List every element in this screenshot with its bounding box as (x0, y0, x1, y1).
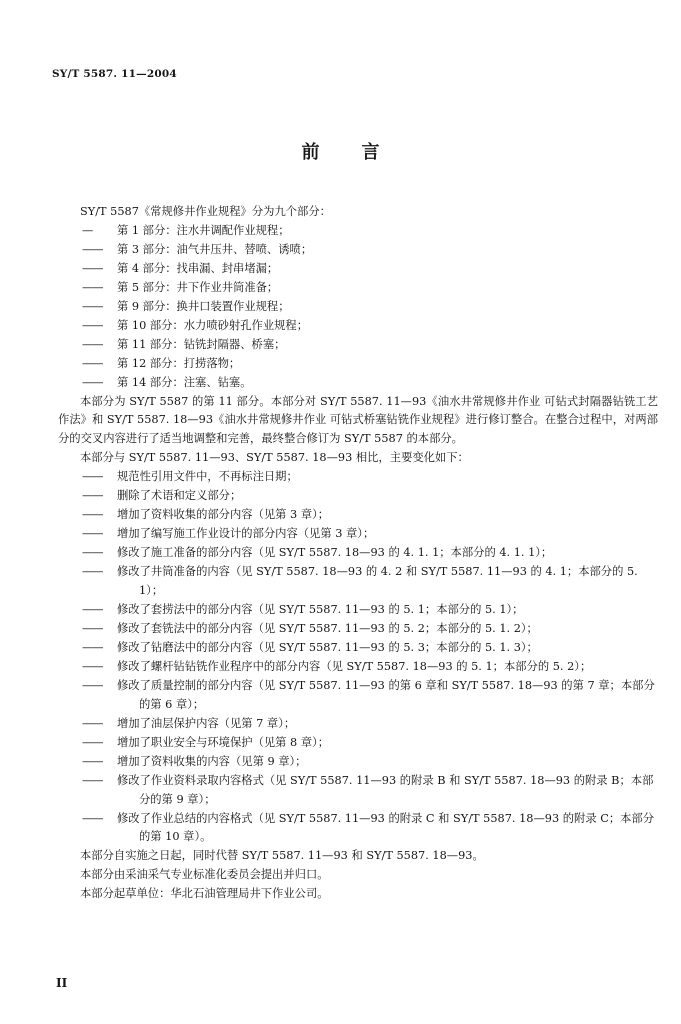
dash-marker: —— (82, 489, 103, 503)
change-item (58, 658, 658, 677)
change-item (58, 525, 658, 544)
change-item (58, 639, 658, 658)
dash-marker: —— (82, 773, 103, 787)
part-text: 第 4 部分：找串漏、封串堵漏； (117, 261, 279, 275)
change-item (58, 715, 658, 734)
change-item (58, 506, 658, 525)
change-text: 增加了油层保护内容（见第 7 章）； (117, 716, 296, 730)
page-number: II (56, 976, 68, 990)
dash-marker: —— (82, 318, 103, 332)
dash-marker: —— (82, 337, 103, 351)
change-item (58, 620, 658, 639)
part-item (58, 336, 658, 355)
proposer-statement: 本部分由采油采气专业标准化委员会提出并归口。 (80, 868, 329, 882)
part-item (58, 355, 658, 374)
dash-marker: —— (82, 375, 103, 389)
change-text: 修改了套捞法中的部分内容（见 SY/T 5587. 11—93 的 5. 1；本部分的 5. 1）； (117, 603, 524, 617)
change-item (58, 772, 658, 810)
dash-marker: —— (82, 508, 103, 522)
part-item (58, 317, 658, 336)
dash-marker: —— (82, 261, 103, 275)
change-item (58, 753, 658, 772)
change-item (58, 601, 658, 620)
dash-marker: —— (82, 356, 103, 370)
part-text: 第 5 部分：井下作业井筒准备； (117, 280, 279, 294)
replacement-statement: 本部分自实施之日起，同时代替 SY/T 5587. 11—93 和 SY/T 5587. 18—93。 (80, 849, 484, 863)
foreword-body (58, 203, 658, 904)
title-char-2: 言 (361, 142, 380, 163)
change-item (58, 677, 658, 715)
change-text: 增加了编写施工作业设计的部分内容（见第 3 章）； (117, 527, 375, 541)
part-item (58, 260, 658, 279)
part-text: 第 9 部分：换井口装置作业规程； (117, 299, 290, 313)
change-item (58, 563, 658, 601)
dash-marker: —— (82, 716, 103, 730)
dash-marker: —— (82, 546, 103, 560)
scope-paragraph: 本部分为 SY/T 5587 的第 11 部分。本部分对 SY/T 5587. 11—93《油水井常规修井作业 可钻式封隔器钻铣工艺作法》和 SY/T 5587. 18—93《油水井常规修井作业 可钻式桥塞钻铣作业规程》进行修订整合。在整合过程中，对两部分的交叉内容进行了适当地调整和完善，最终整合修订为 SY/T 5587 的本部分。 (58, 394, 658, 446)
change-text: 修改了作业总结的内容格式（见 SY/T 5587. 11—93 的附录 C 和 SY/T 5587. 18—93 的附录 C；本部分的第 10 章）。 (117, 811, 655, 844)
change-text: 修改了螺杆钻钻铣作业程序中的部分内容（见 SY/T 5587. 18—93 的 5. 1；本部分的 5. 2）； (117, 659, 592, 673)
change-item (58, 468, 658, 487)
change-text: 修改了质量控制的部分内容（见 SY/T 5587. 11—93 的第 6 章和 SY/T 5587. 18—93 的第 7 章；本部分的第 6 章）； (117, 678, 655, 711)
change-text: 增加了职业安全与环境保护（见第 8 章）； (117, 735, 330, 749)
dash-marker: —— (82, 565, 103, 579)
dash-marker: —— (82, 754, 103, 768)
dash-marker: —— (82, 640, 103, 654)
part-item (58, 298, 658, 317)
dash-marker: —— (82, 299, 103, 313)
dash-marker: —— (82, 527, 103, 541)
part-item (58, 279, 658, 298)
changes-intro-paragraph: 本部分与 SY/T 5587. 11—93、SY/T 5587. 18—93 相比，主要变化如下： (80, 451, 469, 465)
dash-marker: —— (82, 621, 103, 635)
part-text: 第 11 部分：钻铣封隔器、桥塞； (117, 337, 286, 351)
change-item (58, 544, 658, 563)
part-text: 第 10 部分：水力喷砂射孔作业规程； (117, 318, 309, 332)
dash-marker: —— (82, 811, 103, 825)
intro-paragraph: SY/T 5587《常规修井作业规程》分为九个部分： (80, 205, 331, 218)
change-text: 修改了钻磨法中的部分内容（见 SY/T 5587. 11—93 的 5. 3；本部分的 5. 1. 3）； (117, 640, 538, 654)
dash-marker: —— (82, 280, 103, 294)
dash-marker: —— (82, 603, 103, 617)
change-text: 修改了井筒准备的内容（见 SY/T 5587. 18—93 的 4. 2 和 SY/T 5587. 11—93 的 4. 1；本部分的 5. 1）； (117, 565, 638, 598)
part-item (58, 374, 658, 393)
parts-list (58, 222, 658, 393)
change-text: 修改了套铣法中的部分内容（见 SY/T 5587. 11—93 的 5. 2；本部分的 5. 1. 2）； (117, 621, 538, 635)
dash-marker: — (82, 223, 93, 237)
dash-marker: —— (82, 242, 103, 256)
part-text: 第 3 部分：油气井压井、替喷、诱喷； (117, 242, 313, 256)
change-item (58, 487, 658, 506)
change-text: 增加了资料收集的内容（见第 9 章）； (117, 754, 307, 768)
change-text: 删除了术语和定义部分； (117, 489, 242, 503)
document-code-header: SY/T 5587. 11—2004 (52, 68, 177, 80)
drafter-statement: 本部分起草单位：华北石油管理局井下作业公司。 (80, 887, 329, 901)
change-text: 修改了施工准备的部分内容（见 SY/T 5587. 18—93 的 4. 1. 1；本部分的 4. 1. 1）； (117, 546, 553, 560)
change-text: 修改了作业资料录取内容格式（见 SY/T 5587. 11—93 的附录 B 和 SY/T 5587. 18—93 的附录 B；本部分的第 9 章）； (117, 773, 654, 806)
page-title (0, 138, 681, 164)
change-text: 规范性引用文件中，不再标注日期； (117, 470, 298, 484)
dash-marker: —— (82, 678, 103, 692)
change-item (58, 810, 658, 848)
change-text: 增加了资料收集的部分内容（见第 3 章）； (117, 508, 330, 522)
part-text: 第 14 部分：注塞、钻塞。 (117, 375, 252, 389)
dash-marker: —— (82, 470, 103, 484)
change-item (58, 734, 658, 753)
dash-marker: —— (82, 735, 103, 749)
part-item (58, 222, 658, 241)
part-text: 第 12 部分：打捞落物； (117, 356, 241, 370)
part-text: 第 1 部分：注水井调配作业规程； (117, 223, 290, 237)
changes-list (58, 468, 658, 847)
part-item (58, 241, 658, 260)
title-char-1: 前 (301, 142, 320, 163)
dash-marker: —— (82, 659, 103, 673)
